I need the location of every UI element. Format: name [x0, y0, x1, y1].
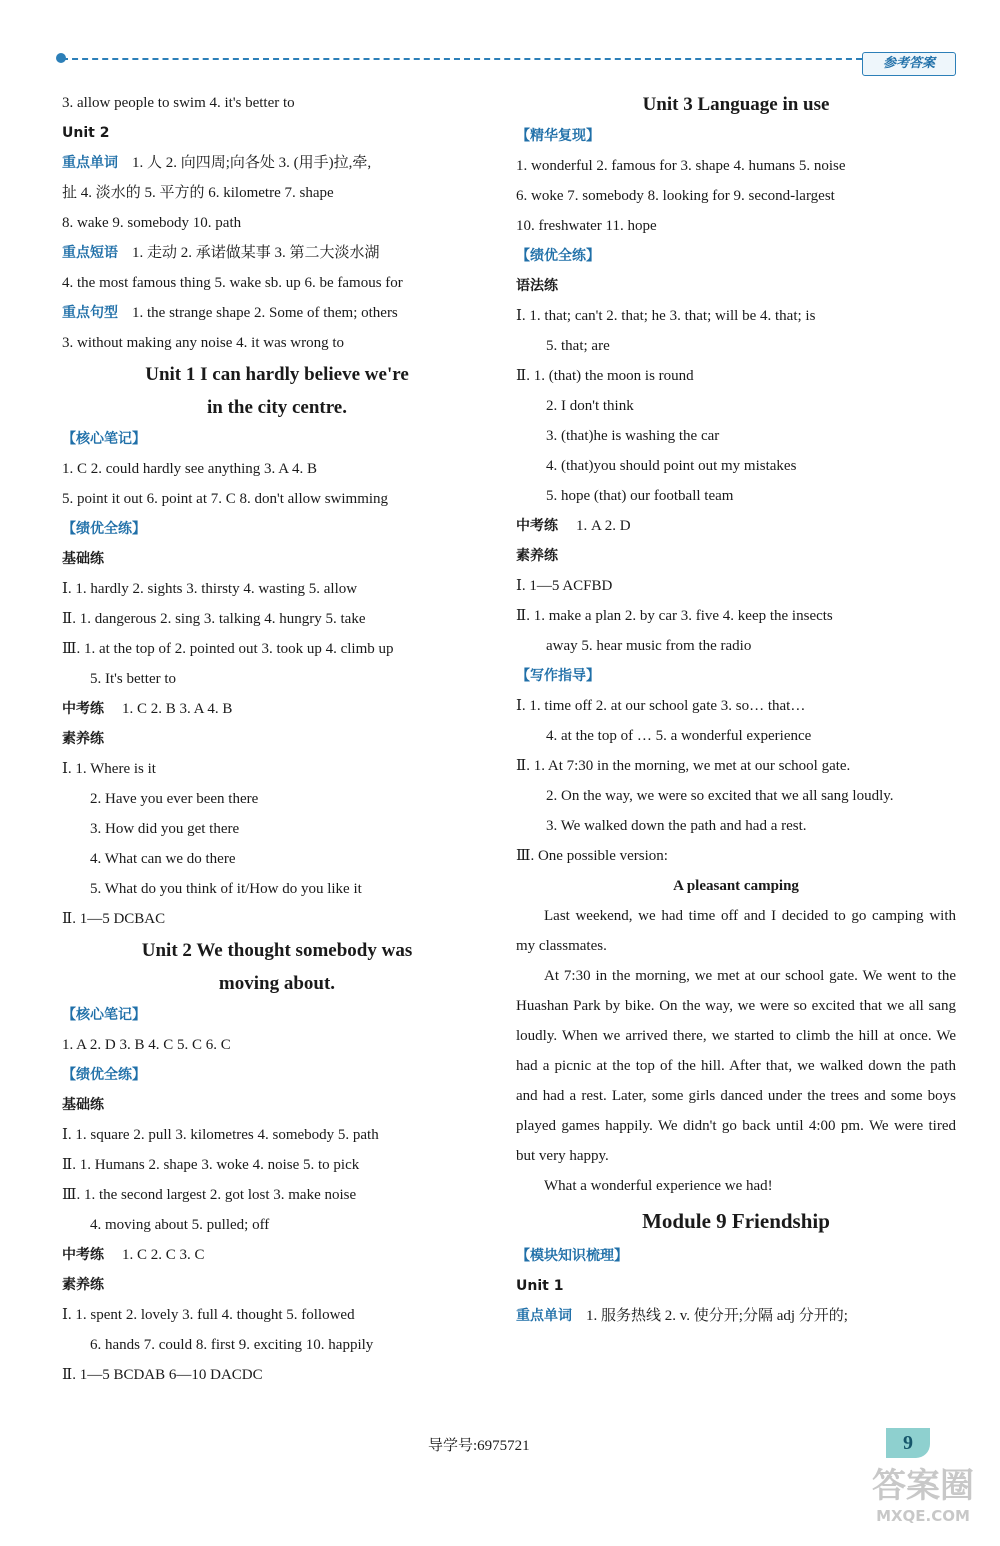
answer-line: 6. hands 7. could 8. first 9. exciting 10. happily [90, 1337, 374, 1353]
section-heading: Unit 1 [516, 1278, 564, 1294]
unit-title: Unit 1 I can hardly believe we're [145, 364, 409, 385]
exam-practice-line [62, 1240, 492, 1270]
left-column [62, 88, 492, 1390]
answer-line: Ⅰ. 1. hardly 2. sights 3. thirsty 4. wasting 5. allow [62, 581, 358, 597]
page-number: 9 [886, 1428, 930, 1458]
section-heading: 基础练 [62, 551, 104, 567]
module-title: Module 9 Friendship [642, 1209, 830, 1233]
section-heading: 基础练 [62, 1097, 104, 1113]
section-tag: 中考练 [516, 518, 558, 534]
answer-line: 10. freshwater 11. hope [516, 218, 657, 234]
key-point-line [62, 238, 492, 268]
section-tag: 重点短语 [62, 245, 118, 261]
answer-text: 1. 走动 2. 承诺做某事 3. 第二大淡水湖 [132, 245, 380, 261]
answer-line: 6. woke 7. somebody 8. looking for 9. second-largest [516, 188, 835, 204]
watermark-site: MXQE.COM [876, 1507, 970, 1525]
key-point-line [62, 298, 492, 328]
section-label: 【核心笔记】 [62, 1007, 146, 1023]
section-label: 【模块知识梳理】 [516, 1248, 628, 1264]
answer-line: Ⅰ. 1. that; can't 2. that; he 3. that; will be 4. that; is [516, 308, 816, 324]
answer-line: 2. I don't think [546, 398, 634, 414]
exam-practice-line [62, 694, 492, 724]
answer-line: 5. hope (that) our football team [546, 488, 734, 504]
answer-line: Ⅲ. 1. the second largest 2. got lost 3. make noise [62, 1187, 357, 1203]
header-dashed-rule [62, 58, 862, 60]
answer-text: 1. 人 2. 向四周;向各处 3. (用手)拉,牵, [132, 155, 372, 171]
section-tag: 中考练 [62, 1247, 104, 1263]
answer-line: 5. What do you think of it/How do you like it [90, 881, 362, 897]
exam-practice-line [516, 511, 956, 541]
unit-title: Unit 3 Language in use [642, 94, 830, 115]
right-top-block [516, 88, 956, 871]
guide-number: 导学号:6975721 [428, 1438, 530, 1454]
unit-title: in the city centre. [207, 397, 347, 418]
answer-text: 1. 服务热线 2. v. 使分开;分隔 adj 分开的; [586, 1308, 848, 1324]
answer-line: 5. that; are [546, 338, 610, 354]
answer-text: 1. C 2. C 3. C [122, 1247, 205, 1263]
answer-line: 扯 4. 淡水的 5. 平方的 6. kilometre 7. shape [62, 185, 334, 201]
essay-paragraph: What a wonderful experience we had! [544, 1178, 773, 1194]
section-label: 【写作指导】 [516, 668, 600, 684]
answer-line: 3. allow people to swim 4. it's better to [62, 95, 295, 111]
answer-line: Ⅰ. 1. time off 2. at our school gate 3. so… that… [516, 698, 806, 714]
answer-line: 2. Have you ever been there [90, 791, 259, 807]
answer-line: 5. point it out 6. point at 7. C 8. don't allow swimming [62, 491, 389, 507]
answer-line: Ⅰ. 1. Where is it [62, 761, 156, 777]
section-tag: 重点单词 [516, 1308, 572, 1324]
section-tag: 中考练 [62, 701, 104, 717]
answer-line: Ⅱ. 1. Humans 2. shape 3. woke 4. noise 5. to pick [62, 1157, 360, 1173]
section-label: 【核心笔记】 [62, 431, 146, 447]
answer-line: Ⅱ. 1. make a plan 2. by car 3. five 4. keep the insects [516, 608, 833, 624]
answer-line: 4. (that)you should point out my mistakes [546, 458, 797, 474]
answer-line: 1. C 2. could hardly see anything 3. A 4. B [62, 461, 317, 477]
answer-line: 8. wake 9. somebody 10. path [62, 215, 242, 231]
answer-line: 5. It's better to [90, 671, 177, 687]
answer-line: 4. What can we do there [90, 851, 236, 867]
answer-text: 1. A 2. D [576, 518, 631, 534]
section-heading: 素养练 [62, 731, 104, 747]
essay-paragraph: At 7:30 in the morning, we met at our school gate. We went to the Huashan Park by bike. On the way, we were so excited that we all sang loudly. When we arrived there, we started to climb the hill at once. We had a picnic at the top of the hill. After that, we walked down the path and had a rest. Later, some girls danced under the trees and some boys played games happily. We didn't go back until 4:00 pm. We were tired but very happy. [516, 968, 956, 1164]
answer-line: 3. without making any noise 4. it was wrong to [62, 335, 345, 351]
answer-line: 1. A 2. D 3. B 4. C 5. C 6. C [62, 1037, 231, 1053]
unit-title: moving about. [218, 973, 336, 994]
section-heading: 素养练 [516, 548, 558, 564]
watermark [858, 1466, 988, 1536]
answer-line: Ⅲ. 1. at the top of 2. pointed out 3. took up 4. climb up [62, 641, 394, 657]
section-label: 【绩优全练】 [62, 1067, 146, 1083]
answer-line: 3. (that)he is washing the car [546, 428, 720, 444]
answer-line: Ⅱ. 1—5 BCDAB 6—10 DACDC [62, 1367, 263, 1383]
essay-title: A pleasant camping [673, 878, 799, 894]
section-heading: 素养练 [62, 1277, 104, 1293]
answer-line: Ⅱ. 1. At 7:30 in the morning, we met at our school gate. [516, 758, 851, 774]
answer-line: Ⅰ. 1. square 2. pull 3. kilometres 4. somebody 5. path [62, 1127, 379, 1143]
answer-line: Ⅱ. 1—5 DCBAC [62, 911, 166, 927]
answer-line: Ⅱ. 1. dangerous 2. sing 3. talking 4. hungry 5. take [62, 611, 366, 627]
answer-key-badge: 参考答案 [862, 52, 956, 76]
section-label: 【精华复现】 [516, 128, 600, 144]
watermark-title: 答案圈 [872, 1466, 974, 1506]
sample-essay [516, 871, 956, 1201]
right-column [516, 88, 956, 1331]
section-tag: 重点单词 [62, 155, 118, 171]
section-heading: Unit 2 [62, 125, 110, 141]
answer-line: Ⅰ. 1—5 ACFBD [516, 578, 613, 594]
answer-line: 1. wonderful 2. famous for 3. shape 4. humans 5. noise [516, 158, 846, 174]
answer-text: 1. C 2. B 3. A 4. B [122, 701, 233, 717]
section-heading: 语法练 [516, 278, 558, 294]
section-label: 【绩优全练】 [62, 521, 146, 537]
essay-paragraph: Last weekend, we had time off and I decided to go camping with my classmates. [516, 908, 956, 954]
right-bottom-block [516, 1201, 956, 1331]
answer-line: 4. at the top of … 5. a wonderful experience [546, 728, 812, 744]
answer-line: 2. On the way, we were so excited that we all sang loudly. [546, 788, 894, 804]
answer-line: Ⅱ. 1. (that) the moon is round [516, 368, 694, 384]
answer-line: Ⅲ. One possible version: [516, 848, 668, 864]
answer-line: 3. How did you get there [90, 821, 240, 837]
key-point-line [62, 148, 492, 178]
section-label: 【绩优全练】 [516, 248, 600, 264]
answer-text: 1. the strange shape 2. Some of them; others [132, 305, 398, 321]
section-tag: 重点句型 [62, 305, 118, 321]
key-point-line [516, 1301, 956, 1331]
unit-title: Unit 2 We thought somebody was [141, 940, 413, 961]
answer-line: Ⅰ. 1. spent 2. lovely 3. full 4. thought 5. followed [62, 1307, 355, 1323]
answer-line: 4. moving about 5. pulled; off [90, 1217, 270, 1233]
answer-line: 4. the most famous thing 5. wake sb. up 6. be famous for [62, 275, 403, 291]
answer-line: away 5. hear music from the radio [546, 638, 752, 654]
answer-line: 3. We walked down the path and had a rest. [546, 818, 807, 834]
